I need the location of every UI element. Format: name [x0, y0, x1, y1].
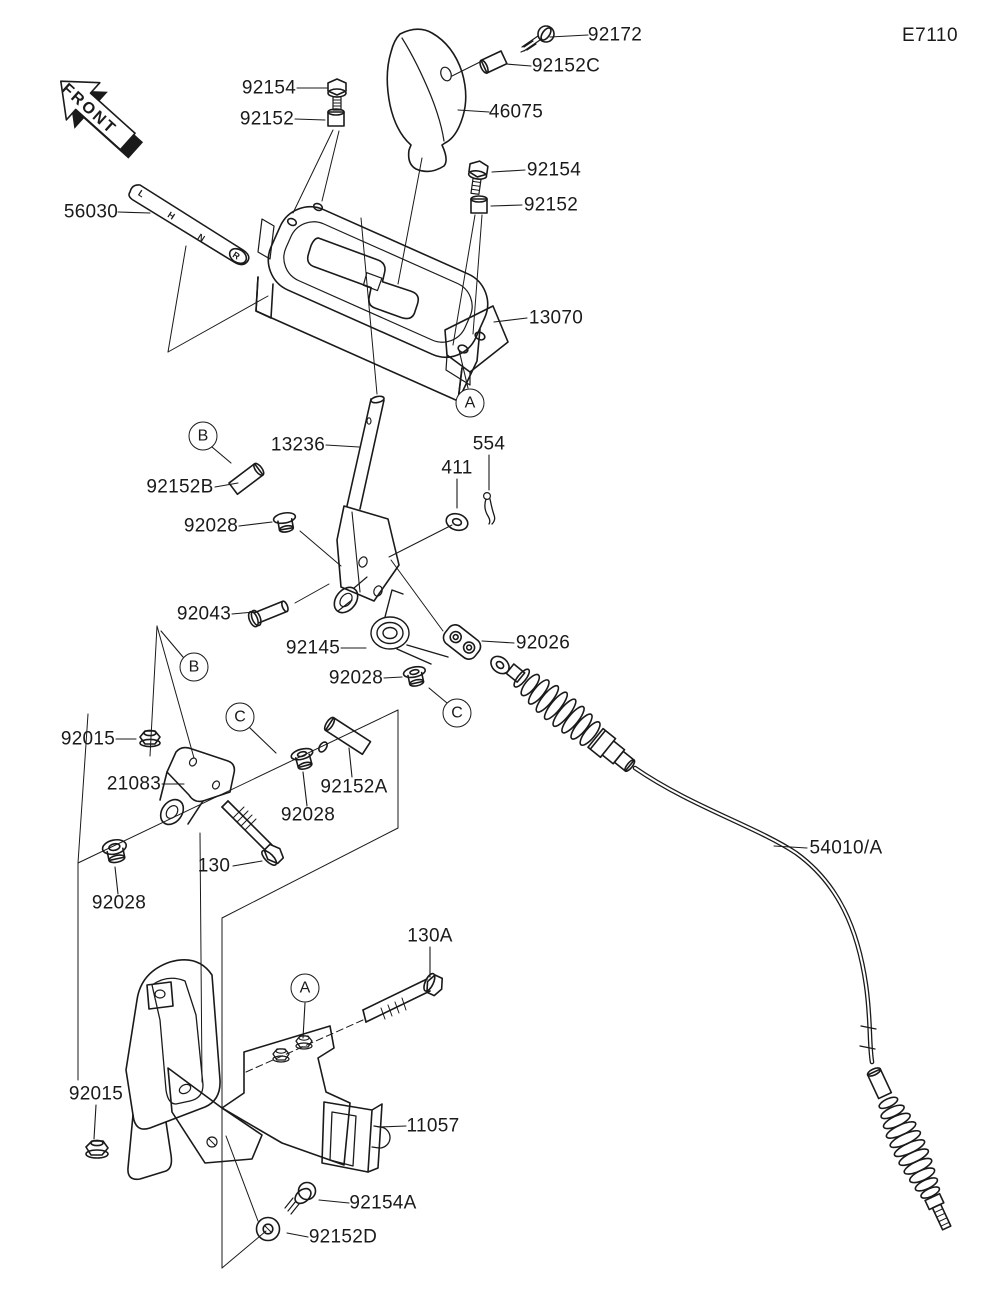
- part-label-46075: 46075: [488, 101, 544, 123]
- bolt-130: [222, 801, 286, 868]
- bushing-92028-a: [273, 511, 298, 534]
- part-label-92015: 92015: [68, 1083, 124, 1105]
- leader-line: [319, 1200, 349, 1203]
- part-label-92154: 92154: [241, 77, 297, 99]
- leader-line: [349, 748, 352, 777]
- page-code: E7110: [901, 25, 959, 46]
- leader-line: [287, 1233, 308, 1237]
- housing-plate-13070-drawing: [256, 196, 508, 401]
- part-label-92028: 92028: [183, 515, 239, 537]
- spring-92145: [371, 590, 448, 664]
- bushing-92028-b: [403, 665, 428, 688]
- bolt-130A: [363, 972, 446, 1022]
- bushing-92152-left: [328, 109, 344, 126]
- washer-ring-92152A: [317, 741, 329, 754]
- nut-92015-top: [140, 730, 160, 746]
- indicator-strip-56030: [129, 185, 249, 266]
- part-label-92028: 92028: [328, 667, 384, 689]
- sleeve-92152B: [229, 462, 266, 494]
- bushing-92028-c: [290, 746, 316, 771]
- leader-line: [303, 772, 307, 806]
- bushing-92028-d: [101, 838, 129, 865]
- part-label-13236: 13236: [270, 434, 326, 456]
- leader-line: [384, 677, 402, 678]
- part-label-92152: 92152: [523, 194, 579, 216]
- part-label-554: 554: [472, 433, 506, 455]
- shift-lever-13236-drawing: [330, 395, 399, 617]
- leader-line: [326, 445, 359, 447]
- ref-circle-B: B: [180, 653, 209, 682]
- washer-92152D: [257, 1218, 280, 1241]
- nut-92015-bottom: [86, 1140, 108, 1158]
- bracket-11057-drawing: [126, 960, 390, 1179]
- part-label-92154: 92154: [526, 159, 582, 181]
- leader-line: [118, 212, 150, 213]
- bolt-92154-right: [466, 160, 488, 195]
- leader-line: [303, 1003, 305, 1038]
- part-label-56030: 56030: [63, 201, 119, 223]
- part-label-92152B: 92152B: [146, 476, 214, 498]
- leader-line: [482, 641, 514, 643]
- part-label-92172: 92172: [587, 24, 643, 46]
- part-label-92028: 92028: [91, 892, 147, 914]
- part-label-130A: 130A: [407, 925, 453, 947]
- bolt-92154-left: [328, 79, 346, 110]
- leader-line: [115, 867, 118, 894]
- screw-92172: [521, 26, 554, 52]
- front-arrow-label: FRONT: [58, 80, 120, 139]
- ref-circle-C: C: [226, 703, 255, 732]
- shift-knob-drawing: [387, 29, 466, 171]
- part-label-21083: 21083: [106, 773, 162, 795]
- ref-circle-A: A: [456, 389, 485, 418]
- bushing-92152-right: [471, 196, 487, 213]
- part-label-92015: 92015: [60, 728, 116, 750]
- part-label-92026: 92026: [515, 632, 571, 654]
- leader-line: [94, 1105, 96, 1139]
- ref-circle-C: C: [443, 699, 472, 728]
- ref-circle-A: A: [291, 974, 320, 1003]
- part-label-92043: 92043: [176, 603, 232, 625]
- leader-line: [550, 35, 588, 37]
- leader-line: [458, 110, 489, 112]
- leader-line: [295, 119, 325, 120]
- pin-92152A: [323, 716, 371, 754]
- strip-letter-H: H: [165, 209, 177, 222]
- leader-line: [378, 1126, 406, 1127]
- bolt-92154A: [285, 1183, 316, 1215]
- front-arrow: [44, 63, 152, 169]
- part-label-92145: 92145: [285, 637, 341, 659]
- leader-line: [212, 447, 231, 463]
- part-label-92152: 92152: [239, 108, 295, 130]
- cotter-pin-554: [484, 493, 495, 524]
- strip-letter-N: N: [195, 231, 207, 244]
- leader-line: [429, 688, 447, 703]
- clevis-pin-92043: [247, 598, 291, 628]
- reference-lines: [78, 61, 482, 1268]
- part-label-92152A: 92152A: [320, 776, 388, 798]
- change-cable-drawing: [488, 653, 962, 1235]
- leader-line: [239, 522, 272, 526]
- part-label-130: 130: [197, 855, 231, 877]
- part-label-411: 411: [441, 457, 473, 479]
- part-label-92152D: 92152D: [308, 1226, 378, 1248]
- bushing-92152C: [478, 51, 507, 74]
- leader-line: [491, 205, 522, 206]
- ref-circle-B: B: [189, 422, 218, 451]
- part-label-54010/A: 54010/A: [809, 837, 883, 859]
- part-label-92152C: 92152C: [531, 55, 601, 77]
- strip-letter-R: R: [230, 249, 242, 262]
- bracket-21083-drawing: [156, 748, 234, 829]
- part-label-92028: 92028: [280, 804, 336, 826]
- leader-line: [233, 861, 262, 866]
- leader-line: [492, 170, 525, 172]
- washer-411: [444, 511, 470, 533]
- leader-line: [215, 483, 238, 487]
- leader-line: [250, 728, 276, 753]
- strip-letter-L: L: [136, 187, 147, 200]
- part-label-13070: 13070: [528, 307, 584, 329]
- leader-line: [506, 64, 531, 66]
- part-label-11057: 11057: [406, 1115, 460, 1137]
- part-label-92154A: 92154A: [349, 1192, 417, 1214]
